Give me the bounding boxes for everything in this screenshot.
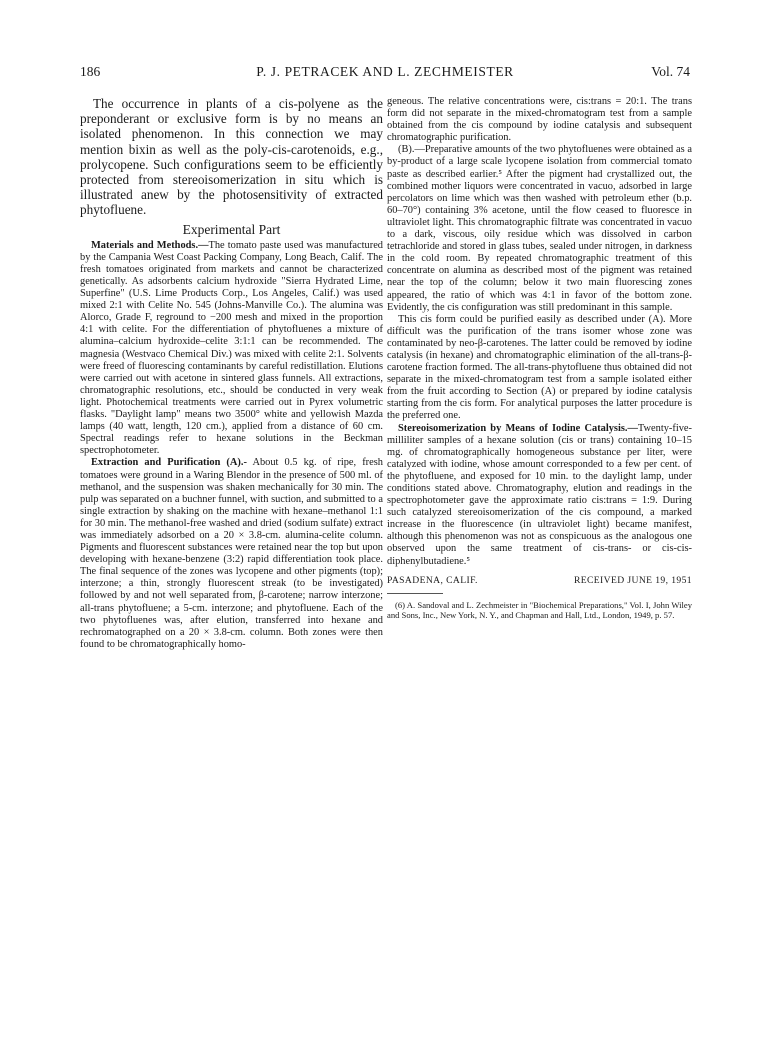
stereoisomerization-text: Twenty-five-milliliter samples of a hexane solution (cis or trans) containing 10–15 mg. of chromatographically homogeneous substance per liter, were catalyzed with iodine, whose amount corresponded to a few per cent. of the phytofluene, and exposed for 10 min. to the daylight lamp, under conditions stated above. Chromatography, elution and readings in the spectrophotometer gave the approximate ratio cis:trans = 1:9. During such catalyzed stereoisomerization of the cis compound, a marked increase in the fluorescence (in ultraviolet light) became manifest, although this phenomenon was not as conspicuous as the analogous one observed upon the same treatment of cis-trans- or cis-cis-diphenylbutadiene.⁵	[387, 422, 692, 567]
intro-paragraph: The occurrence in plants of a cis-polyene as the preponderant or exclusive form is by no means an isolated phenomenon. In this connection we may mention bixin as well as the poly-cis-carotenoids, e.g., prolycopene. Such configurations seem to be efficiently protected from stereoisomerization in situ which is illustrated anew by the photosensitivity of extracted phytofluene.	[80, 96, 383, 218]
materials-paragraph	[80, 240, 383, 458]
running-header	[80, 64, 690, 82]
stereoisomerization-heading: Stereoisomerization by Means of Iodine Catalysis.—	[398, 422, 638, 434]
signature-line	[387, 575, 692, 587]
cis-form-paragraph: This cis form could be purified easily as described under (A). More difficult was the purification of the trans isomer whose zone was contaminated by neo-β-carotenes. The latter could be removed by iodine catalysis (in hexane) and chromatographic elimination of the all-trans-β-carotene fraction formed. The all-trans-phytofluene thus obtained did not separate in the mixed-chromatogram test from a sample isolated either from the fruit according to Section (A) or prepared by iodine catalysis starting from the cis form. For analytical purposes the latter procedure is the preferred one.	[387, 313, 692, 422]
volume-number: Vol. 74	[651, 64, 690, 79]
running-head-authors: P. J. PETRACEK AND L. ZECHMEISTER	[256, 64, 514, 79]
materials-text: The tomato paste used was manufactured by the Campania West Coast Packing Company, Long Beach, Calif. The fresh tomatoes originated from markets and cannot be characterized genetically. As adsorbents calcium hydroxide "Sierra Hydrated Lime, Superfine" (U.S. Lime Products Corp., Los Angeles, Calif.) was used mixed 2:1 with Celite No. 545 (Johns-Manville Co.). The alumina was Alorco, Grade F, reground to −200 mesh and mixed in the proportion 4:1 with celite. For the differentiation of phytofluenes a mixture of alumina–calcium hydroxide–celite 3:1:1 can be recommended. The magnesia (Westvaco Chemical Div.) was mixed with celite 2:1. Solvents were freed of fluorescing contaminants by careful redistillation. Elutions were carried out with acetone in sintered glass funnels. All extractions, chromatographic resolutions, etc., should be conducted in very weak light. Photochemical treatments were carried out in Pyrex volumetric flasks. "Daylight lamp" means two 3500° white and yellowish Mazda lamps (40 watt, length, 120 cm.), applied from a distance of 60 cm. Spectral readings refer to hexane solutions in the Beckman spectrophotometer.	[80, 239, 383, 457]
extraction-text: About 0.5 kg. of ripe, fresh tomatoes were ground in a Waring Blendor in the presence of 500 ml. of methanol, and the suspension was shaken mechanically for 30 min. The pulp was separated on a buchner funnel, with suction, and submitted to a single extraction by shaking on the machine with hexane–methanol 1:1 for 30 min. The methanol-free washed and dried (sodium sulfate) extract was immediately adsorbed on a 20 × 3.8-cm. alumina-celite column. Pigments and fluorescent substances were retained near the top but upon developing with hexane-benzene (3:2) rapid differentiation took place. The final sequence of the zones was lycopene and other pigments (top); interzone; a thin, strongly fluorescent streak (to be investigated) followed by and not well separated from, β-carotene; narrow interzone; all-trans phytofluene; a 5-cm. interzone; and phytofluene. Each of the two phytofluenes was, after elution, transferred into hexane and rechromatographed on a 20 × 3.8-cm. column. Both zones were then found to be chromatographically homo-	[80, 457, 383, 650]
extraction-heading: Extraction and Purification (A).-	[91, 457, 247, 469]
continuation-paragraph: geneous. The relative concentrations were, cis:trans = 20:1. The trans form did not separate in the mixed-chromatogram test from a sample obtained from the cis compound by iodine catalysis and subsequent chromatographic purification.	[387, 96, 692, 144]
stereoisomerization-paragraph	[387, 423, 692, 568]
right-column	[387, 96, 692, 621]
materials-heading: Materials and Methods.—	[91, 239, 209, 251]
footnote-rule	[387, 593, 443, 594]
page-number: 186	[80, 64, 101, 79]
section-title: Experimental Part	[182, 221, 281, 237]
received-date: RECEIVED JUNE 19, 1951	[573, 574, 692, 586]
footnote: (6) A. Sandoval and L. Zechmeister in "Biochemical Preparations," Vol. I, John Wiley and Sons, Inc., New York, N. Y., and Chapman and Hall, Ltd., London, 1949, p. 57.	[387, 599, 692, 621]
preparative-paragraph: (B).—Preparative amounts of the two phytofluenes were obtained as a by-product of a large scale lycopene isolation from commercial tomato paste as described earlier.⁵ After the pigment had crystallized out, the combined mother liquors were concentrated in vacuo, adsorbed in large percolators on lime which was then washed with petroleum ether (b.p. 60–70°) containing 3% acetone, until the flow ceased to fluoresce in ultraviolet light. This chromatographic filtrate was concentrated in vacuo to a dark, viscous, oily residue which was dissolved in carbon tetrachloride and stored in glass tubes, sealed under nitrogen, in darkness in the cold room. By repeated chromatographic treatment of this concentrate on alumina as described most of the pigment was retained near the top of the column; below it two main fluorescing zones appeared, the ratio of which was 4:1 in favor of the bottom zone. Evidently, the cis configuration was still predominant in this sample.	[387, 144, 692, 313]
affiliation-location: PASADENA, CALIF.	[387, 574, 478, 586]
extraction-paragraph	[80, 457, 383, 651]
left-column	[80, 96, 383, 651]
